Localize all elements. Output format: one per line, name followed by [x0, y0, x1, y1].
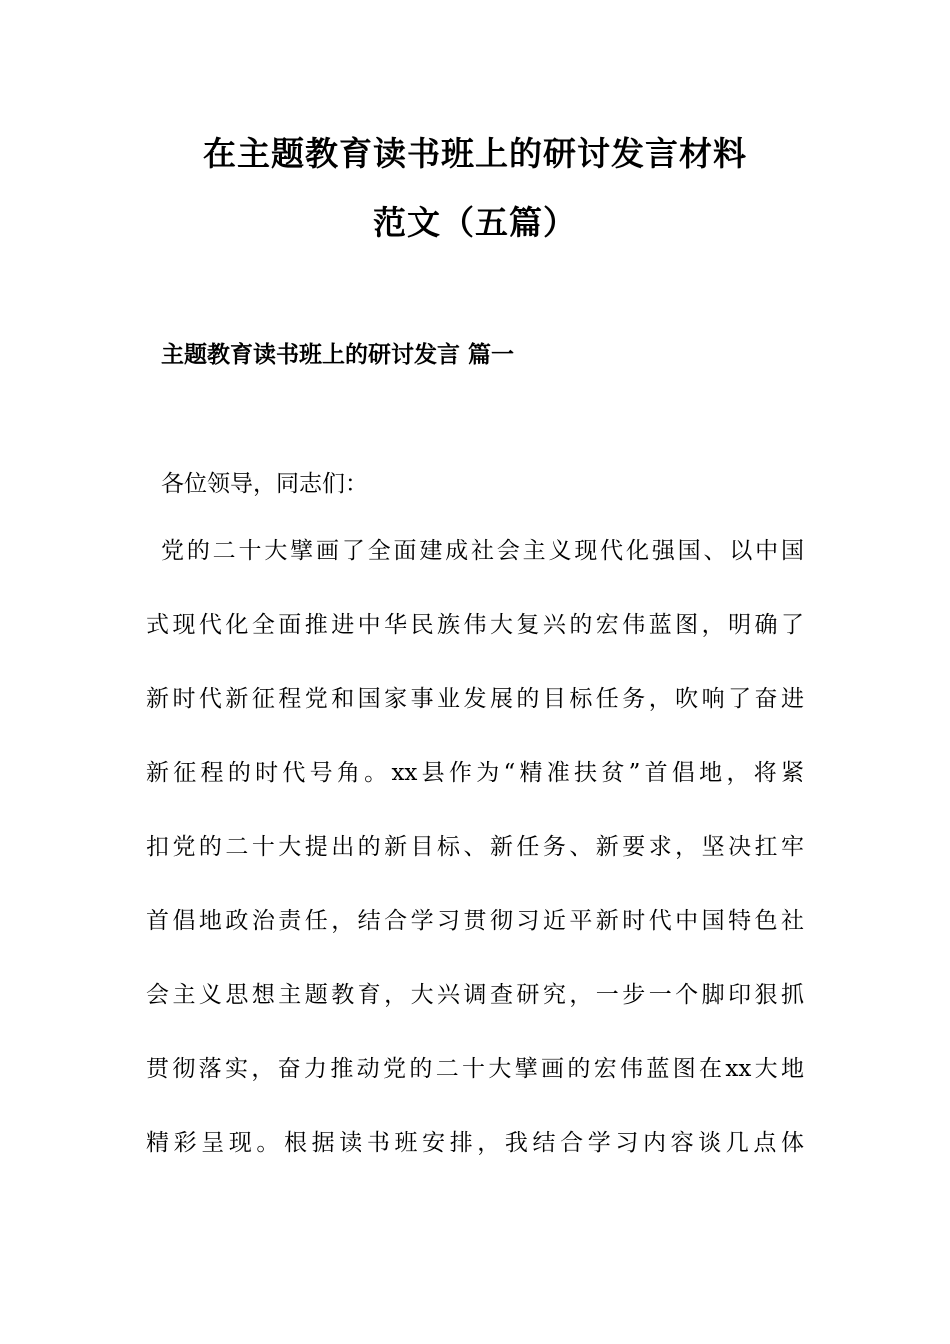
section-heading: 主题教育读书班上的研讨发言 篇一 [161, 342, 515, 368]
body-line-4: 新征程的时代号角。xx县作为“精准扶贫”首倡地，将紧 [146, 760, 804, 786]
document-title-line-1: 在主题教育读书班上的研讨发言材料 [203, 134, 747, 173]
body-line-5: 扣党的二十大提出的新目标、新任务、新要求，坚决扛牢 [146, 834, 804, 860]
body-line-7: 会主义思想主题教育，大兴调查研究，一步一个脚印狠抓 [146, 982, 804, 1008]
body-line-6: 首倡地政治责任，结合学习贯彻习近平新时代中国特色社 [146, 908, 804, 934]
salutation: 各位领导，同志们： [161, 471, 368, 497]
document-title-line-2: 范文（五篇） [373, 203, 577, 242]
body-line-9: 精彩呈现。根据读书班安排，我结合学习内容谈几点体 [146, 1130, 804, 1156]
body-line-3: 新时代新征程党和国家事业发展的目标任务，吹响了奋进 [146, 686, 804, 712]
body-line-1: 党的二十大擘画了全面建成社会主义现代化强国、以中国 [161, 538, 804, 564]
body-line-8: 贯彻落实，奋力推动党的二十大擘画的宏伟蓝图在xx大地 [146, 1056, 804, 1082]
body-line-2: 式现代化全面推进中华民族伟大复兴的宏伟蓝图，明确了 [146, 612, 804, 638]
